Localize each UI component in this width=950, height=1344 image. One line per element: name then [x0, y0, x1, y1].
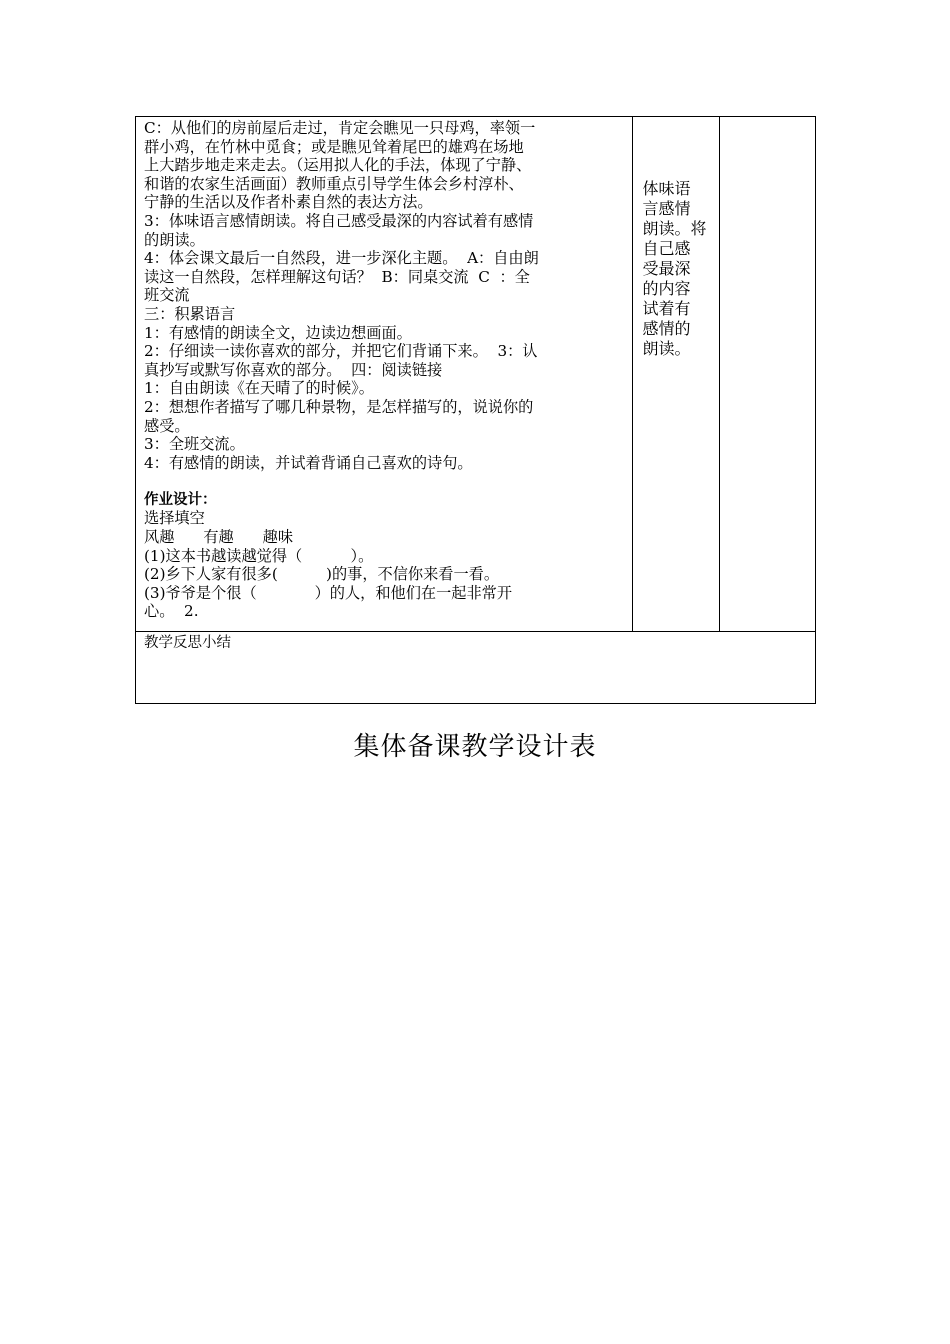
text-line: 读这一自然段，怎样理解这句话？ B：同桌交流 C ：全 [144, 267, 530, 286]
text-line: 2：仔细读一读你喜欢的部分，并把它们背诵下来。 3：认 [144, 342, 538, 361]
side-text-line: 受最深 [642, 259, 691, 278]
reflection-cell [136, 632, 816, 704]
homework-line: 选择填空 [144, 509, 205, 528]
design-intent-text [642, 179, 712, 359]
homework-line: 风趣 有趣 趣味 [144, 528, 294, 547]
homework-line: (3)爷爷是个很（ ）的人，和他们在一起非常开 [144, 583, 513, 602]
text-line: 3：全班交流。 [144, 435, 245, 454]
homework-line: (2)乡下人家有很多( )的事，不信你来看一看。 [144, 565, 500, 584]
text-line: 和谐的农家生活画面）教师重点引导学生体会乡村淳朴、 [144, 174, 524, 193]
side-text-line: 试着有 [642, 299, 691, 318]
homework-content [144, 509, 624, 621]
side-text-line: 自己感 [642, 239, 691, 258]
teaching-process-cell [136, 117, 633, 632]
text-line: C：从他们的房前屋后走过，肯定会瞧见一只母鸡，率领一 [144, 119, 536, 137]
lesson-plan-table [135, 116, 816, 704]
text-line: 的朗读。 [144, 230, 205, 249]
side-text-line: 朗读。 [642, 339, 691, 358]
text-line: 真抄写或默写你喜欢的部分。 四：阅读链接 [144, 360, 443, 379]
text-line: 宁静的生活以及作者朴素自然的表达方法。 [144, 193, 433, 212]
text-line: 4：体会课文最后一自然段，进一步深化主题。 A：自由朗 [144, 249, 539, 268]
design-intent-cell [633, 117, 719, 632]
notes-cell [719, 117, 815, 632]
text-line: 3：体味语言感情朗读。将自己感受最深的内容试着有感情 [144, 211, 534, 230]
spacer [144, 472, 624, 491]
text-line: 上大踏步地走来走去。（运用拟人化的手法，体现了宁静、 [144, 156, 532, 175]
side-text-line: 朗读。将 [642, 219, 707, 238]
text-line: 1：有感情的朗读全文，边读边想画面。 [144, 323, 412, 342]
reflection-label: 教学反思小结 [144, 635, 231, 651]
text-line: 4：有感情的朗读，并试着背诵自己喜欢的诗句。 [144, 453, 473, 472]
side-text-line: 言感情 [642, 199, 691, 218]
side-text-line: 的内容 [642, 279, 691, 298]
side-text-line: 感情的 [642, 319, 691, 338]
text-line: 感受。 [144, 416, 190, 435]
text-line: 2：想想作者描写了哪几种景物，是怎样描写的，说说你的 [144, 397, 534, 416]
content-row [136, 117, 816, 632]
teaching-steps [144, 119, 624, 472]
text-line: 1：自由朗读《在天晴了的时候》。 [144, 379, 374, 398]
text-line: 三：积累语言 [144, 304, 236, 323]
page-title: 集体备课教学设计表 [353, 732, 597, 762]
reflection-row [136, 632, 816, 704]
homework-line: 心。 2. [144, 602, 199, 621]
homework-heading: 作业设计： [144, 491, 217, 508]
homework-line: (1)这本书越读越觉得（ ）。 [144, 546, 374, 565]
side-text-line: 体味语 [642, 179, 691, 198]
text-line: 群小鸡，在竹林中觅食；或是瞧见耸着尾巴的雄鸡在场地 [144, 137, 524, 156]
text-line: 班交流 [144, 286, 190, 305]
